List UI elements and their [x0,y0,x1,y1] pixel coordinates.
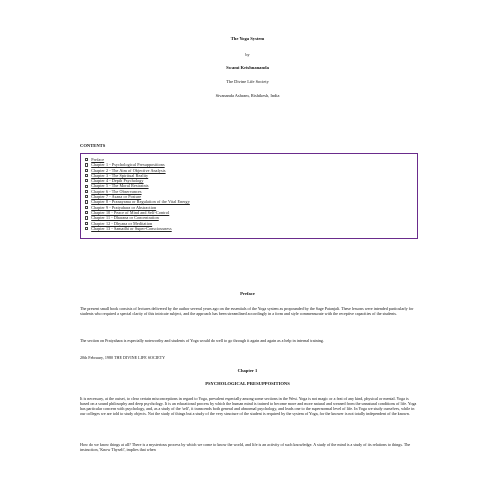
chapter-1-label: Chapter 1 [237,368,258,373]
checkbox-icon[interactable] [85,158,88,161]
toc-link[interactable]: Chapter 4 - Depth Psychology [91,178,144,184]
toc-link[interactable]: Chapter 6 - The Observances [91,188,142,194]
contents-heading: CONTENTS [80,143,106,148]
toc-link[interactable]: Chapter 3 - The Spiritual Reality [91,172,149,178]
checkbox-icon[interactable] [85,195,88,198]
toc-link[interactable]: Chapter 2 - The Aim of Objective Analysis [91,167,166,173]
checkbox-icon[interactable] [85,222,88,225]
toc-link[interactable]: Preface [91,157,105,162]
toc-item-chapter-13[interactable] [85,226,417,231]
chapter-1-paragraph-1: It is necessary, at the outset, to clear certain misconceptions in regard to Yoga, prevalent especially among some sections in the West. Yoga is not magic or a feat of any kind, physical or mental. Yoga is based on a sound philosophy and deep psychology. It is an educational process by which the human mind is trained to become more and more natural and weaned from the unnatural conditions of life. Yoga has particular concern with psychology, and, as a study of the 'self', it transcends both general and abnormal psychology, and leads one to the supernormal level of life. In Yoga we study ourselves, while in our colleges we are told to study objects. Not the study of things but a study of the very structure of the student is required by the system of Yoga, for the knower is not totally independent of the known. [80,396,417,417]
preface-date: 20th February, 1980 THE DIVINE LIFE SOCIETY [80,355,166,360]
toc-box [80,153,418,239]
checkbox-icon[interactable] [85,190,88,193]
publisher-org: The Divine Life Society [226,79,269,84]
checkbox-icon[interactable] [85,179,88,182]
toc-link[interactable]: Chapter 10 - Peace of Mind and Self-Control [91,209,170,215]
toc-link[interactable]: Chapter 8 - Pranayama or Regulation of the Vital Energy [91,199,190,205]
checkbox-icon[interactable] [85,200,88,203]
toc-link[interactable]: Chapter 12 - Dhyana or Meditation [91,220,153,226]
checkbox-icon[interactable] [85,206,88,209]
author-name: Swami Krishnananda [226,65,269,70]
checkbox-icon[interactable] [85,211,88,214]
checkbox-icon[interactable] [85,227,88,230]
by-line: by [245,52,250,57]
toc-link[interactable]: Chapter 13 - Samadhi or Super-Consciousness [91,225,172,231]
toc-link[interactable]: Chapter 9 - Pratyahara or Abstraction [91,204,157,210]
chapter-1-title: PSYCHOLOGICAL PRESUPPOSITIONS [205,381,290,386]
preface-paragraph-1: The present small book consists of lectures delivered by the author several years ago on the essentials of the Yoga system as propounded by the Sage Patanjali. These lessons were intended particularly for students who required a special clarity of this intricate subject, and the approach has been streamlined accordingly in a form and style commensurate with the receptive capacities of the students. [80,306,414,317]
chapter-1-paragraph-2: How do we know things at all? There is a mysterious process by which we come to know the world, and life is an activity of such knowledge. A study of the mind is a study of its relations to things. The instruction, 'Know Thyself', implies that when [80,442,411,453]
preface-paragraph-2: The section on Pratyahara is especially noteworthy and students of Yoga would do well to go through it again and again as a help in internal training. [80,338,324,343]
checkbox-icon[interactable] [85,216,88,219]
checkbox-icon[interactable] [85,185,88,188]
toc-link[interactable]: Chapter 7 - Asana or Posture [91,194,142,200]
toc-link[interactable]: Chapter 11 - Dharana or Concentration [91,215,159,221]
toc-link[interactable]: Chapter 5 - The Moral Restraints [91,183,149,189]
preface-heading: Preface [240,291,255,296]
checkbox-icon[interactable] [85,174,88,177]
checkbox-icon[interactable] [85,163,88,166]
publisher-place: Sivananda Ashram, Rishikesh, India [215,93,280,98]
checkbox-icon[interactable] [85,169,88,172]
book-title: The Yoga System [230,36,265,41]
toc-link[interactable]: Chapter 1 - Psychological Presuppositions [91,162,165,168]
